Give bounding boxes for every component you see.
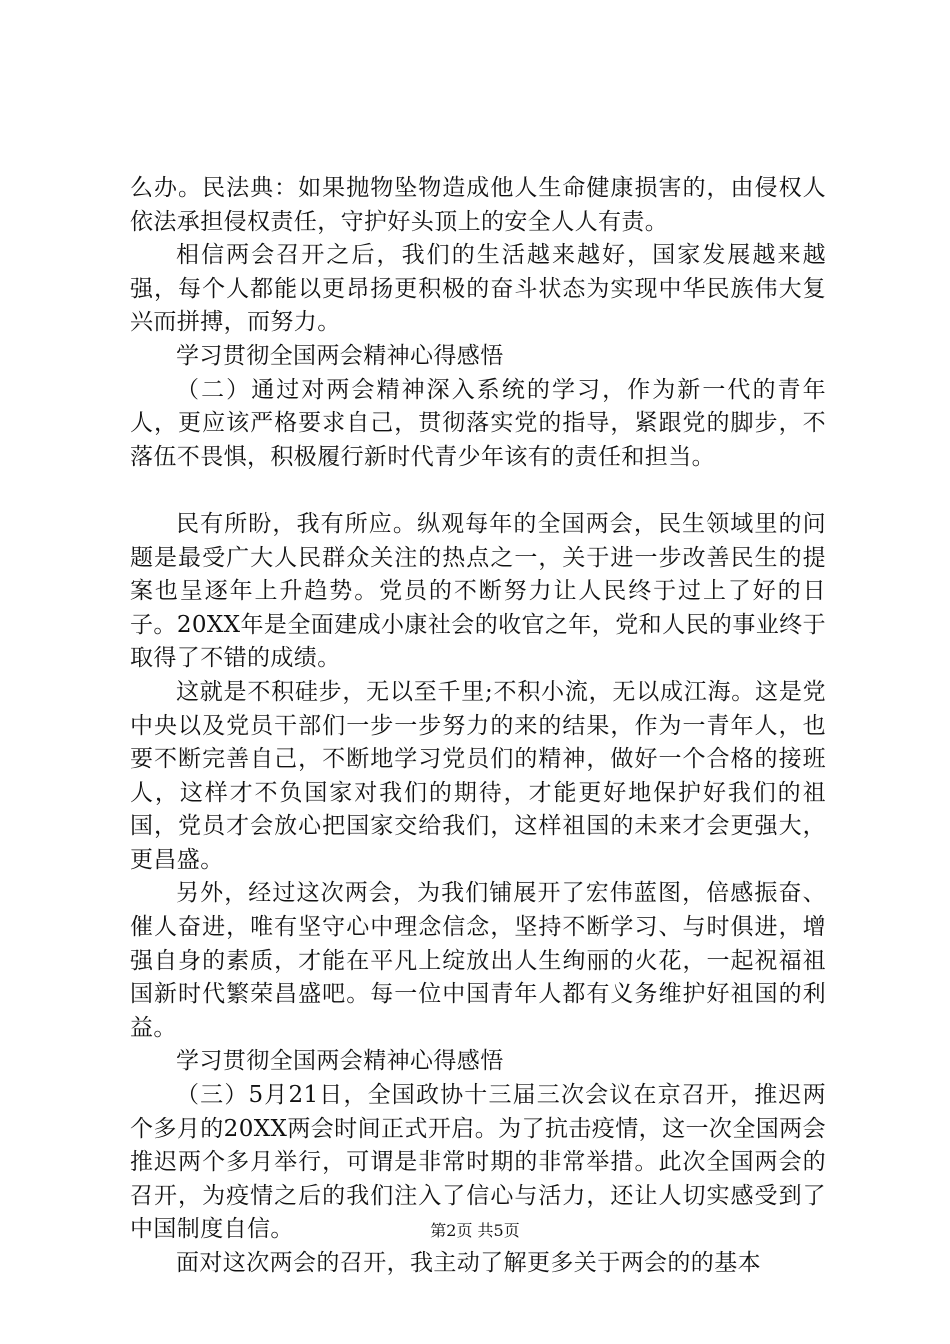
page-number-label: 第2页 共5页 [430,1221,520,1240]
paragraph: 民有所盼，我有所应。纵观每年的全国两会，民生领域里的问题是最受广大人民群众关注的热点之一，关于进一步改善民生的提案也呈逐年上升趋势。党员的不断努力让人民终于过上了好的日子。20XX年是全面建成小康社会的收官之年，党和人民的事业终于取得了不错的成绩。 [130,510,826,672]
paragraph: （三）5月21日，全国政协十三届三次会议在京召开，推迟两个多月的20XX两会时间正式开启。为了抗击疫情，这一次全国两会推迟两个多月举行，可谓是非常时期的非常举措。此次全国两会的召开，为疫情之后的我们注入了信心与活力，还让人切实感受到了中国制度自信。 [130,1082,826,1243]
section-heading: 学习贯彻全国两会精神心得感悟 [176,1048,504,1075]
paragraph: 这就是不积硅步，无以至千里;不积小流，无以成江海。这是党中央以及党员干部们一步一步努力的来的结果，作为一青年人，也要不断完善自己，不断地学习党员们的精神，做好一个合格的接班人，这样才不负国家对我们的期待，才能更好地保护好我们的祖国，党员才会放心把国家交给我们，这样祖国的未来才会更强大，更昌盛。 [130,678,826,873]
page-footer [0,1218,950,1241]
blank-line [130,474,826,508]
paragraph: 相信两会召开之后，我们的生活越来越好，国家发展越来越强，每个人都能以更昂扬更积极的奋斗状态为实现中华民族伟大复兴而拼搏，而努力。 [130,242,826,336]
paragraph: 另外，经过这次两会，为我们铺展开了宏伟蓝图，倍感振奋、催人奋进，唯有坚守心中理念信念，坚持不断学习、与时俱进，增强自身的素质，才能在平凡上绽放出人生绚丽的火花，一起祝福祖国新时代繁荣昌盛吧。每一位中国青年人都有义务维护好祖国的利益。 [130,880,826,1041]
document-body [130,172,826,1281]
paragraph-continuation: 么办。民法典：如果抛物坠物造成他人生命健康损害的，由侵权人依法承担侵权责任，守护好头顶上的安全人人有责。 [130,175,826,235]
section-heading: 学习贯彻全国两会精神心得感悟 [176,342,504,369]
paragraph: 面对这次两会的召开，我主动了解更多关于两会的的基本 [176,1250,761,1276]
paragraph: （二）通过对两会精神深入系统的学习，作为新一代的青年人，更应该严格要求自己，贯彻落实党的指导，紧跟党的脚步，不落伍不畏惧，积极履行新时代青少年该有的责任和担当。 [130,376,826,470]
